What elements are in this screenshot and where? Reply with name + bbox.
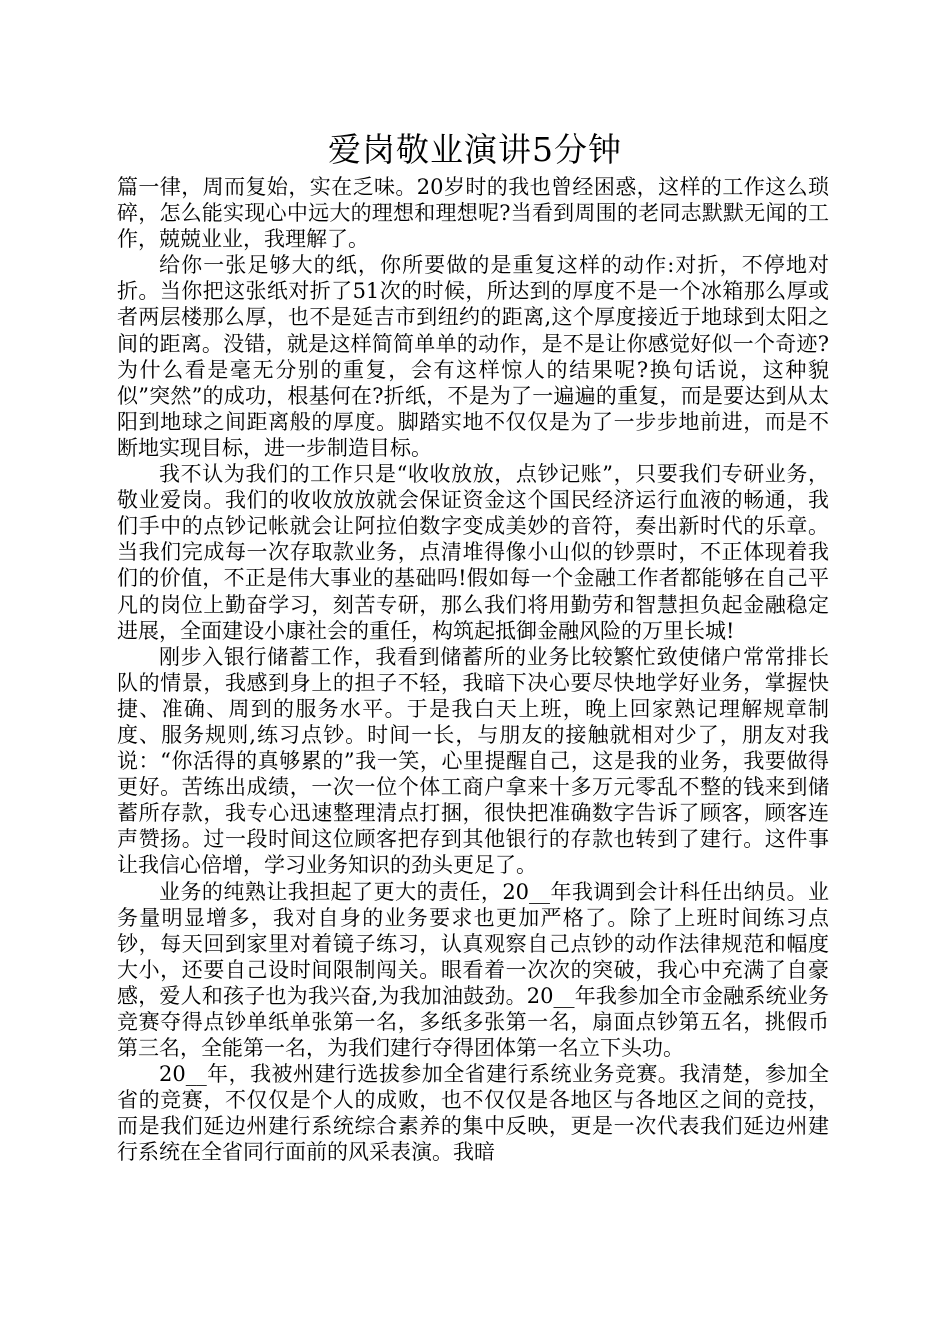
paragraph: 业务的纯熟让我担起了更大的责任，20__年我调到会计科任出纳员。业务量明显增多，我对自身的业务要求也更加严格了。除了上班时间练习点钞，每天回到家里对着镜子练习，认真观察自己点钞的动作法律规范和幅度大小，还要自己设时间限制闯关。眼看着一次次的突破，我心中充满了自豪感，爱人和孩子也为我兴奋,为我加油鼓劲。20__年我参加全市金融系统业务竞赛夺得点钞单纸单张第一名，多纸多张第一名，扇面点钞第五名，挑假币第三名，全能第一名，为我们建行夺得团体第一名立下头功。 (117, 879, 829, 1061)
paragraph: 给你一张足够大的纸，你所要做的是重复这样的动作:对折，不停地对折。当你把这张纸对折了51次的时候，所达到的厚度不是一个冰箱那么厚或者两层楼那么厚，也不是延吉市到纽约的距离,这个厚度接近于地球到太阳之间的距离。没错，就是这样简简单单的动作，是不是让你感觉好似一个奇迹?为什么看是毫无分别的重复，会有这样惊人的结果呢?换句话说，这种貌似”突然”的成功，根基何在?折纸，不是为了一遍遍的重复，而是要达到从太阳到地球之间距离般的厚度。脚踏实地不仅仅是为了一步步地前进，而是不断地实现目标，进一步制造目标。 (117, 253, 829, 460)
paragraph: 我不认为我们的工作只是“收收放放，点钞记账”，只要我们专研业务，敬业爱岗。我们的收收放放就会保证资金这个国民经济运行血液的畅通，我们手中的点钞记帐就会让阿拉伯数字变成美妙的音符，奏出新时代的乐章。当我们完成每一次存取款业务，点清堆得像小山似的钞票时，不正体现着我们的价值，不正是伟大事业的基础吗!假如每一个金融工作者都能够在自己平凡的岗位上勤奋学习，刻苦专研，那么我们将用勤劳和智慧担负起金融稳定进展，全面建设小康社会的重任，构筑起抵御金融风险的万里长城! (117, 462, 829, 643)
document-body (117, 174, 829, 1166)
paragraph: 20__年，我被州建行选拔参加全省建行系统业务竞赛。我清楚，参加全省的竞赛，不仅仅是个人的成败，也不仅仅是各地区与各地区之间的竞技，而是我们延边州建行系统综合素养的集中反映，更是一次代表我们延边州建行系统在全省同行面前的风采表演。我暗 (117, 1062, 829, 1165)
paragraph-continuation: 篇一律，周而复始，实在乏味。20岁时的我也曾经困惑，这样的工作这么琐碎，怎么能实现心中远大的理想和理想呢?当看到周围的老同志默默无闻的工作，兢兢业业，我理解了。 (117, 175, 829, 252)
paragraph: 刚步入银行储蓄工作，我看到储蓄所的业务比较繁忙致使储户常常排长队的情景，我感到身上的担子不轻，我暗下决心要尽快地学好业务，掌握快捷、准确、周到的服务水平。于是我白天上班，晚上回家熟记理解规章制度、服务规则,练习点钞。时间一长，与朋友的接触就相对少了，朋友对我说：“你活得的真够累的”我一笑，心里提醒自己，这是我的业务，我要做得更好。苦练出成绩，一次一位个体工商户拿来十多万元零乱不整的钱来到储蓄所存款，我专心迅速整理清点打捆，很快把准确数字告诉了顾客，顾客连声赞扬。过一段时间这位顾客把存到其他银行的存款也转到了建行。这件事让我信心倍增，学习业务知识的劲头更足了。 (117, 644, 829, 878)
document-title: 爱岗敬业演讲5分钟 (328, 130, 622, 169)
